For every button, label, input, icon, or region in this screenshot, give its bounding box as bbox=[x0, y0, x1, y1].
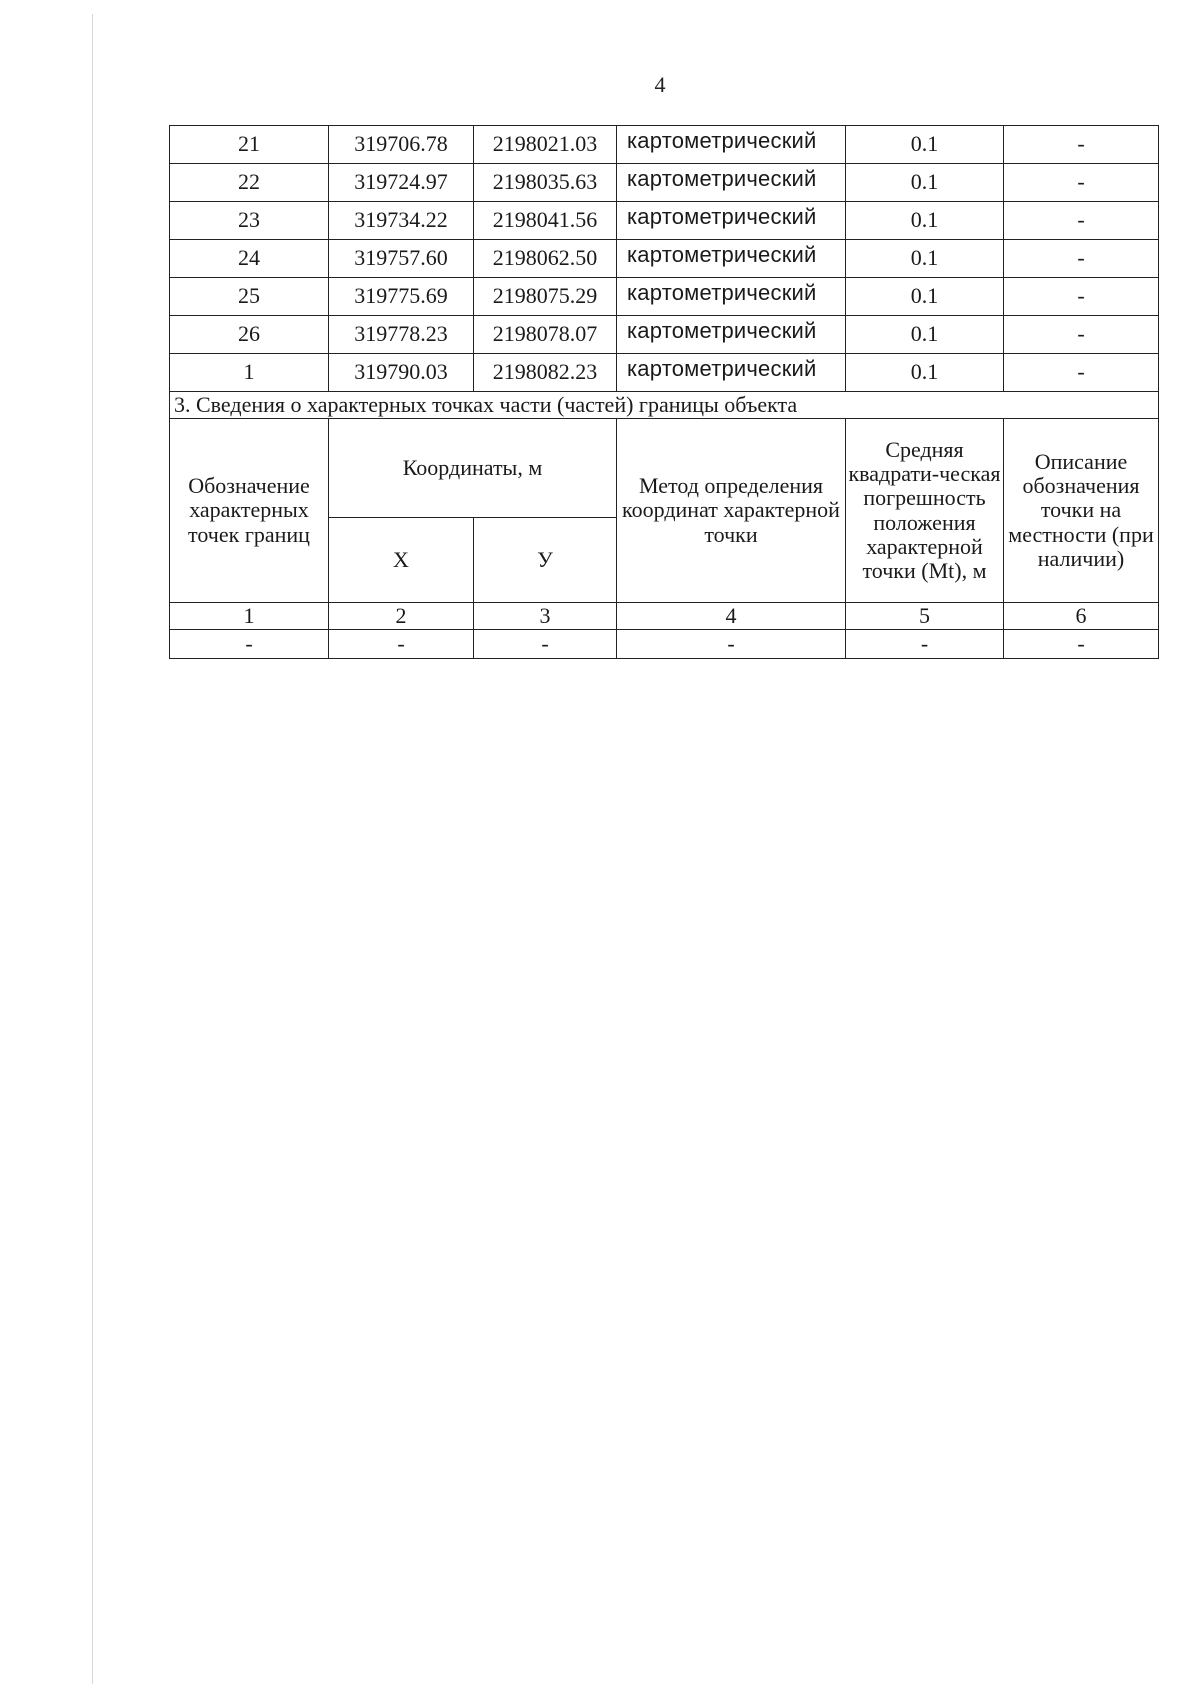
method-cell: картометрический bbox=[617, 316, 846, 354]
y-coordinate-cell: 2198021.03 bbox=[474, 126, 617, 164]
empty-cell: - bbox=[170, 630, 329, 659]
header-y: У bbox=[474, 518, 617, 603]
y-coordinate-cell: 2198062.50 bbox=[474, 240, 617, 278]
coordinates-table bbox=[169, 125, 1159, 659]
method-cell: картометрический bbox=[617, 164, 846, 202]
header-method: Метод определения координат характерной точки bbox=[617, 419, 846, 603]
y-coordinate-cell: 2198041.56 bbox=[474, 202, 617, 240]
section3-empty-row bbox=[170, 630, 1159, 659]
method-cell: картометрический bbox=[617, 202, 846, 240]
column-number: 4 bbox=[617, 603, 846, 630]
description-cell: - bbox=[1004, 354, 1159, 392]
header-x: X bbox=[329, 518, 474, 603]
point-cell: 22 bbox=[170, 164, 329, 202]
empty-cell: - bbox=[846, 630, 1004, 659]
column-number: 6 bbox=[1004, 603, 1159, 630]
error-cell: 0.1 bbox=[846, 316, 1004, 354]
table-row bbox=[170, 354, 1159, 392]
column-number: 5 bbox=[846, 603, 1004, 630]
point-cell: 25 bbox=[170, 278, 329, 316]
method-cell: картометрический bbox=[617, 278, 846, 316]
error-cell: 0.1 bbox=[846, 240, 1004, 278]
empty-cell: - bbox=[1004, 630, 1159, 659]
column-number: 1 bbox=[170, 603, 329, 630]
empty-cell: - bbox=[329, 630, 474, 659]
table-row bbox=[170, 164, 1159, 202]
y-coordinate-cell: 2198078.07 bbox=[474, 316, 617, 354]
description-cell: - bbox=[1004, 202, 1159, 240]
column-numbers-row bbox=[170, 603, 1159, 630]
table-row bbox=[170, 126, 1159, 164]
method-cell: картометрический bbox=[617, 354, 846, 392]
header-error bbox=[846, 419, 1004, 603]
section3-title-row bbox=[170, 392, 1159, 419]
section3-block bbox=[170, 392, 1159, 659]
page-number: 4 bbox=[654, 72, 666, 97]
coordinates-data-rows bbox=[170, 126, 1159, 392]
y-coordinate-cell: 2198082.23 bbox=[474, 354, 617, 392]
scan-edge-line bbox=[92, 14, 93, 1684]
point-cell: 26 bbox=[170, 316, 329, 354]
table-row bbox=[170, 316, 1159, 354]
column-number: 3 bbox=[474, 603, 617, 630]
method-cell: картометрический bbox=[617, 240, 846, 278]
y-coordinate-cell: 2198075.29 bbox=[474, 278, 617, 316]
description-cell: - bbox=[1004, 278, 1159, 316]
section3-header-row bbox=[170, 419, 1159, 518]
x-coordinate-cell: 319734.22 bbox=[329, 202, 474, 240]
description-cell: - bbox=[1004, 316, 1159, 354]
x-coordinate-cell: 319757.60 bbox=[329, 240, 474, 278]
y-coordinate-cell: 2198035.63 bbox=[474, 164, 617, 202]
x-coordinate-cell: 319778.23 bbox=[329, 316, 474, 354]
point-cell: 24 bbox=[170, 240, 329, 278]
error-cell: 0.1 bbox=[846, 164, 1004, 202]
header-error-text: Средняя квадрати-ческая погрешность положения характерной точки (Mt), м bbox=[848, 436, 1001, 583]
description-cell: - bbox=[1004, 240, 1159, 278]
error-cell: 0.1 bbox=[846, 278, 1004, 316]
section3-title: 3. Сведения о характерных точках части (частей) границы объекта bbox=[170, 392, 1159, 419]
error-cell: 0.1 bbox=[846, 126, 1004, 164]
table-row bbox=[170, 202, 1159, 240]
point-cell: 21 bbox=[170, 126, 329, 164]
description-cell: - bbox=[1004, 164, 1159, 202]
header-description: Описание обозначения точки на местности (при наличии) bbox=[1004, 419, 1159, 603]
error-cell: 0.1 bbox=[846, 202, 1004, 240]
header-coordinates: Координаты, м bbox=[329, 419, 617, 518]
description-cell: - bbox=[1004, 126, 1159, 164]
header-point-designation: Обозначение характерных точек границ bbox=[170, 419, 329, 603]
x-coordinate-cell: 319706.78 bbox=[329, 126, 474, 164]
x-coordinate-cell: 319775.69 bbox=[329, 278, 474, 316]
x-coordinate-cell: 319724.97 bbox=[329, 164, 474, 202]
empty-cell: - bbox=[617, 630, 846, 659]
x-coordinate-cell: 319790.03 bbox=[329, 354, 474, 392]
error-cell: 0.1 bbox=[846, 354, 1004, 392]
column-number: 2 bbox=[329, 603, 474, 630]
table-row bbox=[170, 278, 1159, 316]
empty-cell: - bbox=[474, 630, 617, 659]
point-cell: 1 bbox=[170, 354, 329, 392]
table-row bbox=[170, 240, 1159, 278]
point-cell: 23 bbox=[170, 202, 329, 240]
method-cell: картометрический bbox=[617, 126, 846, 164]
